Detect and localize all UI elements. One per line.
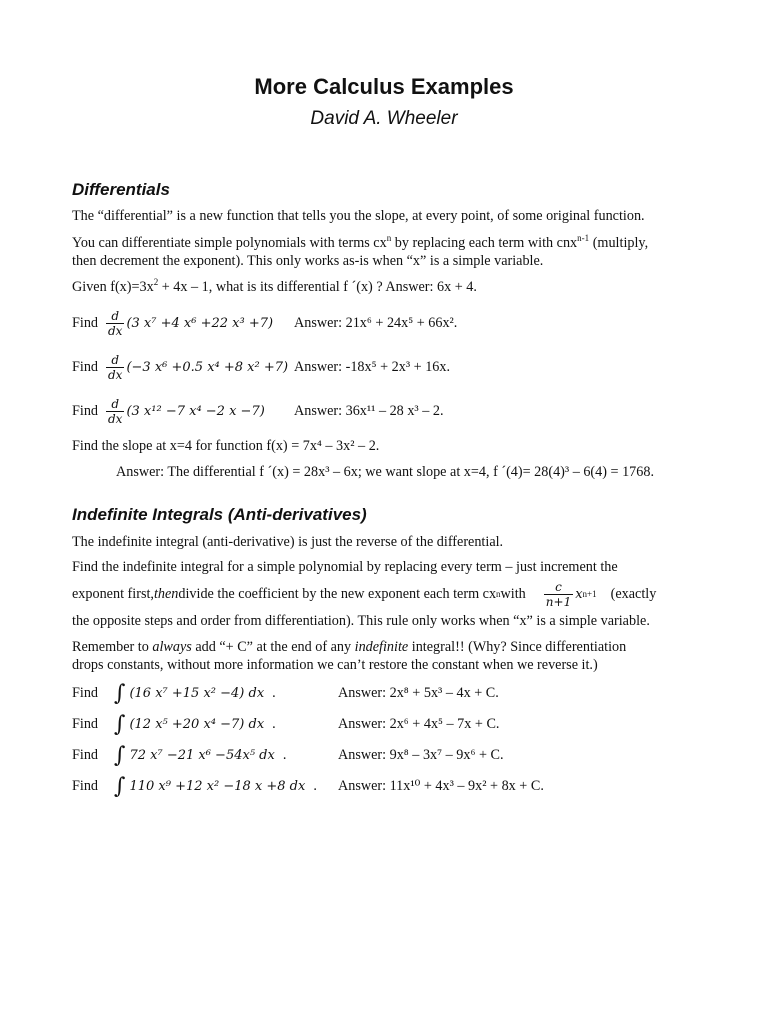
author-name: David A. Wheeler [310,108,458,129]
deriv-num: d [111,308,120,323]
given-example [72,279,477,296]
find-label: Find [72,715,99,732]
slope-answer: Answer: The differential f ´(x) = 28x³ – 6x; we want slope at x=4, f ´(4)= 28(4)³ – 6(4) = 1768. [116,464,654,480]
paragraph-integral-definition: The indefinite integral (anti-derivative) is just the reverse of the differential. [72,534,504,550]
derivative-example-3 [72,394,265,428]
deriv-den: dx [108,367,123,382]
paragraph-integral-rule-line2: exponent first, then divide the coefficient by the new exponent each term cx n with $\frac{c}{n+1}$ x n+1 (exactly [72,579,657,609]
derivative-operator [106,309,124,338]
expression: (−3 x⁶ +0.5 x⁴ +8 x² +7) [126,359,289,375]
integral-sign: ∫ [114,680,126,706]
find-label: Find [72,777,99,794]
integral-example-3 [72,742,286,768]
deriv-num: d [111,396,120,411]
integral-answer-2: Answer: 2x⁶ + 4x⁵ – 7x + C. [338,716,500,732]
integral-example-4 [72,773,317,799]
derivative-operator [106,397,124,426]
expression: (12 x⁵ +20 x⁴ −7) dx [129,716,265,732]
answer-3: Answer: 36x¹¹ – 28 x³ – 2. [294,403,444,419]
text: Remember to [72,639,153,655]
period: . [272,684,276,701]
text: + 4x – 1, what is its differential f ´(x) ? Answer: 6x + 4. [158,279,477,295]
expression: 110 x⁹ +12 x² −18 x +8 dx [129,778,306,794]
integral-rule-fraction [544,580,573,609]
find-label: Find [72,358,99,375]
text: (multiply, [589,235,649,251]
period: . [282,746,287,763]
integral-answer-3: Answer: 9x⁸ – 3x⁷ – 9x⁶ + C. [338,747,504,763]
frac-x: x [575,586,583,602]
expression: (3 x⁷ +4 x⁶ +22 x³ +7) [126,315,274,331]
deriv-den: dx [108,411,123,426]
paragraph-plus-c-line2: drops constants, without more information we can’t restore the constant when we reverse it.) [72,657,598,673]
frac-den: n+1 [545,594,572,609]
period: . [272,715,276,732]
deriv-num: d [111,352,120,367]
superscript: 2 [153,277,159,287]
section-heading-integrals: Indefinite Integrals (Anti-derivatives) [72,505,367,524]
derivative-operator [106,353,124,382]
integral-sign: ∫ [114,711,126,737]
section-heading-differentials: Differentials [72,180,170,199]
page-title: More Calculus Examples [254,74,514,99]
integral-sign: ∫ [114,742,126,768]
text: divide the coefficient by the new exponent each term cx [178,585,497,602]
paragraph-integral-rule: Find the indefinite integral for a simple polynomial by replacing every term – just increment the [72,559,618,575]
emphasis-then: then [153,585,179,602]
text: Given f(x)=3x [72,279,154,295]
period: . [313,777,317,794]
expression: (16 x⁷ +15 x² −4) dx [129,685,265,701]
paragraph-integral-rule-line3: the opposite steps and order from differentiation). This rule only works when “x” is a simple variable. [72,613,650,629]
find-label: Find [72,402,99,419]
emphasis-indefinite: indefinite [354,639,409,655]
text: (exactly [610,585,657,602]
integral-answer-4: Answer: 11x¹⁰ + 4x³ – 9x² + 8x + C. [338,778,544,794]
derivative-example-2 [72,350,288,384]
text: with [500,585,526,602]
find-label: Find [72,746,99,763]
superscript: n [386,233,392,243]
derivative-example-1 [72,306,273,340]
text: integral!! (Why? Since differentiation [408,639,627,655]
emphasis-always: always [152,639,192,655]
integral-example-2 [72,711,276,737]
answer-2: Answer: -18x⁵ + 2x³ + 16x. [294,359,451,375]
expression: (3 x¹² −7 x⁴ −2 x −7) [126,403,265,419]
paragraph-differentiate-rule [72,235,648,252]
text: add “+ C” at the end of any [191,639,355,655]
text: You can differentiate simple polynomials with terms cx [72,235,387,251]
text: by replacing each term with cnx [391,235,578,251]
find-label: Find [72,684,99,701]
paragraph-differential-definition: The “differential” is a new function that tells you the slope, at every point, of some original function. [72,208,645,224]
deriv-den: dx [108,323,123,338]
expression: 72 x⁷ −21 x⁶ −54x⁵ dx [129,747,275,763]
text: exponent first, [72,585,154,602]
superscript: n-1 [577,233,590,243]
paragraph-differentiate-rule-line2: then decrement the exponent). This only works as-is when “x” is a simple variable. [72,253,544,269]
paragraph-plus-c [72,639,626,656]
integral-answer-1: Answer: 2x⁸ + 5x³ – 4x + C. [338,685,499,701]
integral-sign: ∫ [114,773,126,799]
find-label: Find [72,314,99,331]
answer-1: Answer: 21x⁶ + 24x⁵ + 66x². [294,315,458,331]
integral-example-1 [72,680,276,706]
frac-num: c [555,579,562,594]
slope-question: Find the slope at x=4 for function f(x) = 7x⁴ – 3x² – 2. [72,438,380,454]
